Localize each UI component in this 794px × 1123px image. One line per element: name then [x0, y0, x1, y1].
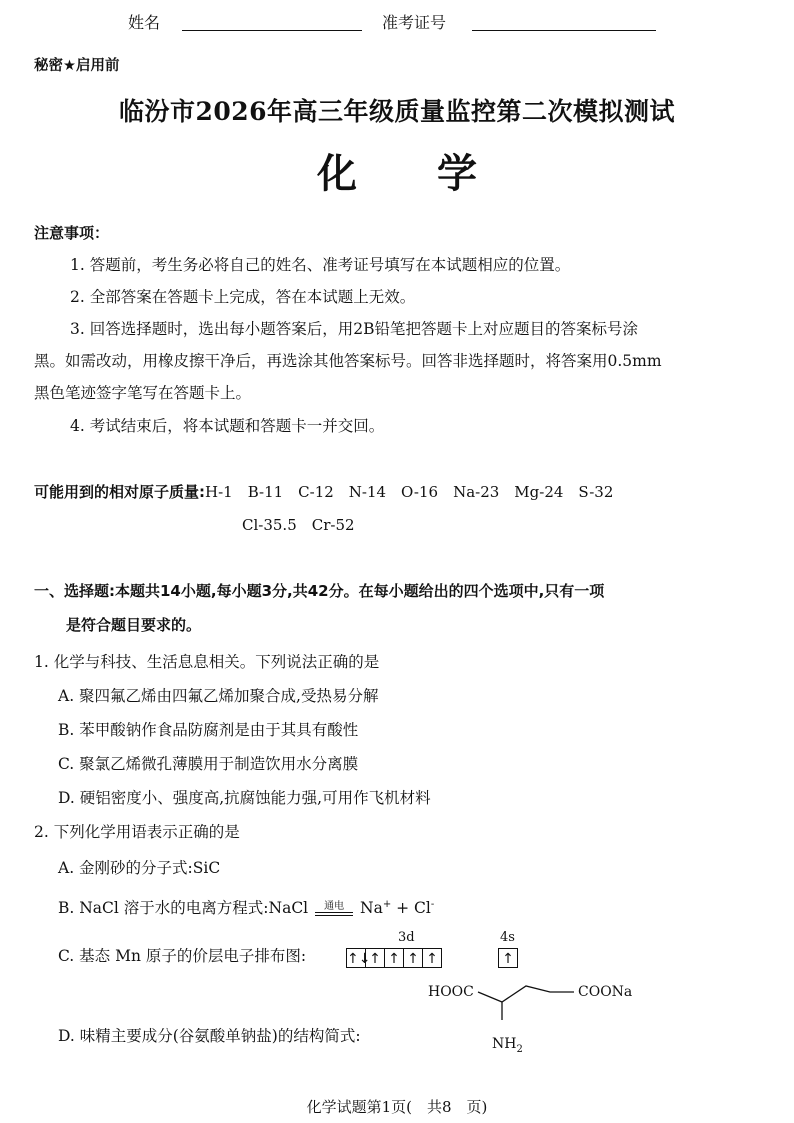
q1-option-c[interactable]: C. 聚氯乙烯微孔薄膜用于制造饮用水分离膜 [58, 755, 359, 773]
notice-item-3: 3. 回答选择题时，选出每小题答案后，用2B铅笔把答题卡上对应题目的答案标号涂 [70, 320, 638, 338]
orbital-3d-label: 3d [398, 930, 415, 945]
exam-id-fill-line[interactable] [472, 14, 656, 31]
orbital-3d-boxes [347, 948, 442, 968]
orbital-box-3d-2: ↑ [365, 948, 385, 968]
atomic-mass-values-2: Cl-35.5 Cr-52 [242, 516, 355, 534]
orbital-4s-boxes [499, 948, 518, 968]
notice-item-3-cont2: 黑色笔迹签字笔写在答题卡上。 [34, 384, 252, 402]
page-footer: 化学试题第1页( 共8 页) [306, 1098, 488, 1116]
q1-option-a[interactable]: A. 聚四氟乙烯由四氟乙烯加聚合成,受热易分解 [58, 687, 379, 705]
exam-id-label: 准考证号 [382, 13, 447, 32]
section-1-instructions: 一、选择题:本题共14小题,每小题3分,共42分。在每小题给出的四个选项中,只有一项 [34, 582, 605, 600]
secret-label: 秘密★启用前 [34, 58, 120, 74]
name-label: 姓名 [128, 13, 161, 32]
amino-group [492, 1036, 523, 1055]
sodium-charge: + [382, 898, 392, 910]
notice-heading: 注意事项： [34, 224, 110, 242]
q2-option-b-text: B. NaCl 溶于水的电离方程式:NaCl [58, 899, 309, 917]
section-1-instructions-cont: 是符合题目要求的。 [66, 616, 202, 634]
amino-nh: NH [492, 1036, 517, 1052]
orbital-box-4s-1: ↑ [498, 948, 518, 968]
q2-option-b[interactable] [58, 896, 434, 918]
notice-item-1: 1. 答题前，考生务必将自己的姓名、准考证号填写在本试题相应的位置。 [70, 256, 571, 274]
structure-left-group: HOOC [428, 984, 474, 1000]
orbital-4s-label: 4s [500, 930, 515, 945]
orbital-box-3d-3: ↑ [384, 948, 404, 968]
chloride-charge: - [430, 898, 435, 910]
q2-option-a[interactable]: A. 金刚砂的分子式:SiC [58, 859, 221, 877]
orbital-box-3d-5: ↑ [422, 948, 442, 968]
q2-option-d-text[interactable]: D. 味精主要成分(谷氨酸单钠盐)的结构简式: [58, 1027, 361, 1045]
q1-option-d[interactable]: D. 硬铝密度小、强度高,抗腐蚀能力强,可用作飞机材料 [58, 789, 431, 807]
q1-option-b[interactable]: B. 苯甲酸钠作食品防腐剂是由于其具有酸性 [58, 721, 359, 739]
orbital-box-3d-4: ↑ [403, 948, 423, 968]
sodium-ion: Na [360, 899, 383, 917]
amino-subscript: 2 [516, 1043, 523, 1055]
q2-stem: 2. 下列化学用语表示正确的是 [34, 823, 240, 841]
notice-item-3-cont: 黑。如需改动，用橡皮擦干净后，再选涂其他答案标号。回答非选择题时，将答案用0.5mm [34, 352, 662, 370]
structure-right-group: COONa [578, 984, 633, 1000]
atomic-mass-line-1 [34, 481, 613, 502]
atomic-mass-label: 可能用到的相对原子质量: [34, 483, 205, 501]
orbital-box-3d-1: ↑↓ [346, 948, 366, 968]
exam-title: 临汾市2026年高三年级质量监控第二次模拟测试 [118, 97, 676, 126]
chloride-ion: + Cl [391, 899, 431, 917]
notice-item-2: 2. 全部答案在答题卡上完成，答在本试题上无效。 [70, 288, 416, 306]
condition-label: 通电 [324, 901, 345, 912]
q2-option-c-text[interactable]: C. 基态 Mn 原子的价层电子排布图: [58, 947, 307, 965]
subject-title: 化 学 [317, 150, 477, 197]
notice-item-4: 4. 考试结束后，将本试题和答题卡一并交回。 [70, 417, 385, 435]
structure-skeleton-icon [470, 978, 590, 1028]
atomic-mass-values-1: H-1 B-11 C-12 N-14 O-16 Na-23 Mg-24 S-32 [205, 483, 614, 501]
double-line-icon [315, 912, 353, 916]
equals-condition-arrow [313, 901, 355, 916]
q1-stem: 1. 化学与科技、生活息息相关。下列说法正确的是 [34, 653, 380, 671]
name-fill-line[interactable] [182, 14, 362, 31]
